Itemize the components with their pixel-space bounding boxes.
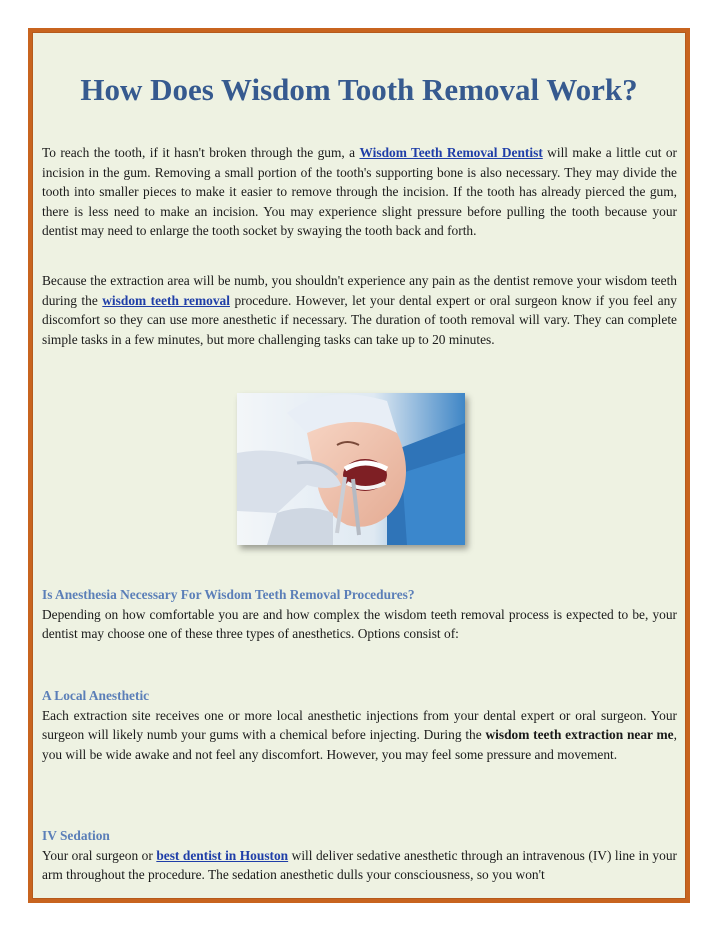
dental-procedure-photo	[237, 393, 465, 545]
wisdom-teeth-removal-dentist-link[interactable]: Wisdom Teeth Removal Dentist	[359, 145, 543, 160]
section-heading: Is Anesthesia Necessary For Wisdom Teeth Removal Procedures?	[42, 587, 415, 602]
paragraph-text: procedure. However, let your dental expert or oral surgeon know if you feel any discomfort so they can use more anesthetic if necessary. The duration of tooth removal will vary. They can complete simple tasks in a few minutes, but more challenging tasks can take up to 20 minutes.	[42, 292, 677, 347]
section-text	[42, 706, 677, 765]
paragraph-text: will make a little cut or incision in the gum. Removing a small portion of the tooth's supporting bone is also necessary. They may divide the tooth into smaller pieces to make it easier to remove through the incision. If the tooth has already pierced the gum, there is less need to make an incision. You may experience slight pressure before pulling the tooth because your dentist may need to enlarge the tooth socket by swaying the tooth back and forth.	[42, 145, 677, 238]
paragraph-text: Your oral surgeon or	[42, 847, 157, 863]
section-heading: A Local Anesthetic	[42, 688, 150, 703]
paragraph-text: Each extraction site receives one or more local anesthetic injections from your dental expert or oral surgeon. Your surgeon will likely numb your gums with a chemical before injecting. During the	[42, 707, 677, 742]
paragraph-numbness	[42, 271, 677, 349]
keyword-bold: wisdom teeth extraction near me	[485, 727, 674, 742]
page-title: How Does Wisdom Tooth Removal Work?	[80, 72, 638, 107]
paragraph-text: To reach the tooth, if it hasn't broken through the gum, a	[42, 145, 360, 160]
section-text	[42, 846, 677, 885]
section-heading: IV Sedation	[42, 828, 110, 843]
section-text: Depending on how comfortable you are and how complex the wisdom teeth removal process is expected to be, your dentist may choose one of these three types of anesthetics. Options consist of:	[42, 606, 677, 641]
wisdom-teeth-removal-link[interactable]: wisdom teeth removal	[102, 292, 230, 308]
section-iv-sedation	[42, 826, 677, 885]
paragraph-text: , you will be wide awake and not feel any discomfort. However, you may feel some pressure and movement.	[42, 727, 677, 762]
paragraph-procedure	[42, 143, 677, 241]
paragraph-text: Because the extraction area will be numb, you shouldn't experience any pain as the dentist remove your wisdom teeth during the	[42, 273, 677, 308]
best-dentist-houston-link[interactable]: best dentist in Houston	[156, 847, 289, 863]
section-anesthesia	[42, 585, 677, 644]
paragraph-text: will deliver sedative anesthetic through an intravenous (IV) line in your arm throughout the procedure. The sedation anesthetic dulls your consciousness, so you won't	[42, 847, 677, 882]
section-local-anesthetic	[42, 686, 677, 764]
